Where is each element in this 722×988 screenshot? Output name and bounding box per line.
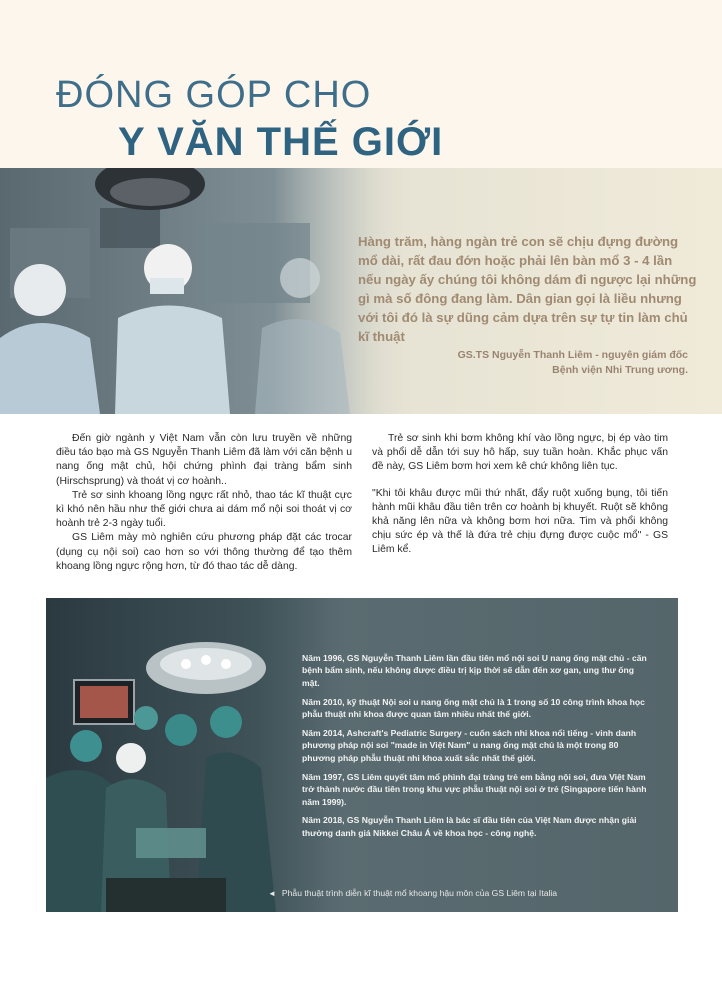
credit-line2: Bệnh viện Nhi Trung ương. bbox=[552, 364, 688, 376]
timeline-list bbox=[302, 652, 652, 846]
photo-caption bbox=[268, 888, 557, 898]
surgery-photo bbox=[0, 168, 420, 414]
article-body bbox=[0, 414, 722, 600]
title-line2: Y VĂN THẾ GIỚI bbox=[118, 120, 444, 164]
hero-credit bbox=[388, 348, 688, 378]
timeline-item-2010: Năm 2010, kỹ thuật Nội soi u nang ống mật chủ là 1 trong số 10 công trình khoa học phẫu thuật nhi khoa được quan tâm nhiều nhất thế giới. bbox=[302, 696, 645, 720]
right-paragraph-2: "Khi tôi khâu được mũi thứ nhất, đẩy ruột xuống bụng, tôi tiến hành mũi khâu đầu tiên trên cơ hoành bị khuyết. Ruột sẽ không khả năng lên nữa và không bơm hơi nữa. Tim và phổi không chịu sức ép và thế là đứa trẻ chịu đựng được cuộc mổ" - GS Liêm kể. bbox=[372, 487, 668, 556]
timeline-item-2018: Năm 2018, GS Nguyễn Thanh Liêm là bác sĩ đầu tiên của Việt Nam được nhận giải thưởng danh giá Nikkei Châu Á về khoa học - công nghệ. bbox=[302, 815, 637, 838]
caption-text: Phẫu thuật trình diễn kĩ thuật mổ khoang hậu môn của GS Liêm tại Italia bbox=[281, 888, 558, 898]
hero-banner bbox=[0, 168, 722, 414]
timeline-item-1996: Năm 1996, GS Nguyễn Thanh Liêm lần đầu tiên mổ nội soi U nang ống mật chủ - căn bệnh bẩm sinh, nếu không được điều trị kịp thời sẽ dẫn đến xơ gan, ung thư ống mật. bbox=[302, 653, 647, 688]
title-line1: ĐÓNG GÓP CHO bbox=[56, 74, 372, 116]
left-column bbox=[56, 432, 352, 574]
timeline-item-2014: Năm 2014, Ashcraft's Pediatric Surgery - cuốn sách nhi khoa nổi tiếng - vinh danh phương pháp nội soi "made in Việt Nam" u nang ống mật chủ là một trong 80 phương pháp phẫu thuật nhi khoa xuất sắc nhất thế giới. bbox=[302, 728, 637, 763]
credit-line1: GS.TS Nguyễn Thanh Liêm - nguyên giám đốc bbox=[457, 349, 688, 361]
operating-room-photo bbox=[46, 598, 346, 912]
right-column bbox=[372, 432, 668, 558]
left-paragraph-2: Trẻ sơ sinh khoang lồng ngực rất nhỏ, thao tác kĩ thuật cực kì khó nên hầu như thế giới chưa ai dám mổ nội soi thoát vị cơ hoành trẻ 2-3 ngày tuổi. bbox=[56, 489, 352, 530]
timeline-panel bbox=[46, 598, 678, 912]
timeline-item-1997: Năm 1997, GS Liêm quyết tâm mổ phình đại tràng trẻ em bằng nội soi, đưa Việt Nam trở thành nước đầu tiên trong khu vực phẫu thuật nội soi ở trẻ (Singapore tiến hành năm 1999). bbox=[302, 771, 647, 807]
left-paragraph-1: Đến giờ ngành y Việt Nam vẫn còn lưu truyền về những điều táo bạo mà GS Nguyễn Thanh Liêm đã làm với căn bệnh u nang ống mật chủ, hội chứng phình đại tràng bẩm sinh (Hirschsprung) và thoát vị cơ hoành.. bbox=[56, 433, 352, 487]
left-paragraph-3: GS Liêm mày mò nghiên cứu phương pháp đặt các trocar (dụng cụ nội soi) cao hơn so với thông thường để tạo thêm khoang lồng ngực rộng hơn, từ đó thao tác dễ dàng. bbox=[56, 532, 352, 572]
hero-quote: Hàng trăm, hàng ngàn trẻ con sẽ chịu đựng đường mổ dài, rất đau đớn hoặc phải lên bàn mổ 3 - 4 lần nếu ngày ấy chúng tôi không dám đi ngược lại những gì mà số đông đang làm. Dân gian gọi là liều nhưng với tôi đó là sự dũng cảm dựa trên sự tự tin làm chủ kĩ thuật bbox=[358, 234, 697, 344]
caption-arrow-icon: ◄ bbox=[268, 889, 276, 898]
right-paragraph-1: Trẻ sơ sinh khi bơm không khí vào lồng ngực, bị ép vào tim và phổi dễ dẫn tới suy hô hấp, suy tuần hoàn. Khắc phục vấn đề này, GS Liêm bơm hơi xem kê chứ không liên tục. bbox=[372, 433, 668, 473]
